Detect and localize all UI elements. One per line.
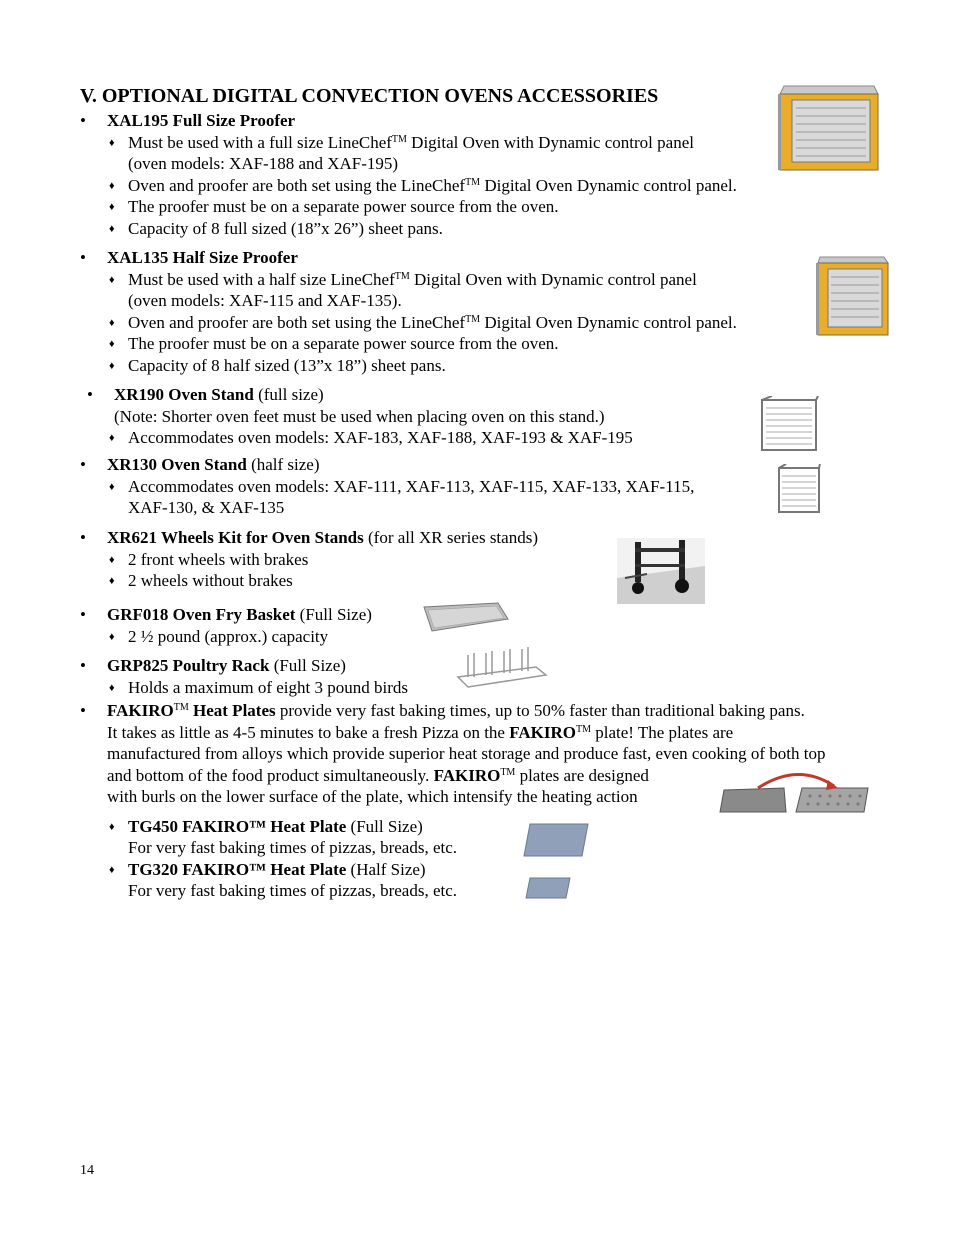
xal135-bullet-2: ♦ Oven and proofer are both set using the LineChef™ Digital Oven Dynamic control panel. bbox=[109, 312, 737, 332]
xr621-bullet-1: ♦ 2 front wheels with brakes bbox=[109, 549, 309, 569]
xr621-section bbox=[80, 527, 900, 592]
grf018-heading: • GRF018 Oven Fry Basket (Full Size) bbox=[80, 604, 900, 626]
page-number: 14 bbox=[80, 1163, 94, 1178]
xr130-bullet-1-cont: XAF-130, & XAF-135 bbox=[128, 498, 285, 517]
fry-basket-image bbox=[422, 601, 510, 635]
full-size-proofer-image bbox=[778, 82, 880, 172]
full-size-oven-stand-image bbox=[758, 396, 820, 454]
tg450-heading: ♦ TG450 FAKIRO™ Heat Plate (Full Size) bbox=[109, 816, 423, 836]
section-title: V. OPTIONAL DIGITAL CONVECTION OVENS ACCESSORIES bbox=[80, 85, 659, 107]
tg450-desc: For very fast baking times of pizzas, breads, etc. bbox=[128, 838, 458, 857]
xal195-bullet-4: ♦ Capacity of 8 full sized (18”x 26”) sheet pans. bbox=[109, 218, 443, 238]
xal195-heading: • XAL195 Full Size Proofer bbox=[80, 110, 900, 132]
tg450-plate-image bbox=[522, 822, 590, 858]
xal135-bullet-1-cont: (oven models: XAF-115 and XAF-135). bbox=[128, 291, 402, 310]
fakiro-line-5: with burls on the lower surface of the plate, which intensify the heating action bbox=[107, 787, 638, 806]
xal135-heading: • XAL135 Half Size Proofer bbox=[80, 247, 900, 269]
xal135-bullet-4: ♦ Capacity of 8 half sized (13”x 18”) sheet pans. bbox=[109, 355, 446, 375]
tg320-plate-image bbox=[524, 876, 572, 900]
half-size-oven-stand-image bbox=[776, 464, 822, 516]
xr621-heading: • XR621 Wheels Kit for Oven Stands (for all XR series stands) bbox=[80, 527, 900, 549]
half-size-proofer-image bbox=[816, 253, 890, 337]
xr190-bullet-1: ♦ Accommodates oven models: XAF-183, XAF-188, XAF-193 & XAF-195 bbox=[109, 428, 633, 447]
xr190-note: (Note: Shorter oven feet must be used when placing oven on this stand.) bbox=[114, 406, 605, 426]
xr130-bullet-1: ♦ Accommodates oven models: XAF-111, XAF-113, XAF-115, XAF-133, XAF-115, bbox=[109, 476, 695, 496]
xal135-bullet-3: ♦ The proofer must be on a separate power source from the oven. bbox=[109, 334, 559, 353]
xal195-bullet-1-cont: (oven models: XAF-188 and XAF-195) bbox=[128, 154, 399, 173]
fakiro-line-4: and bottom of the food product simultaneously. FAKIRO™ plates are designed bbox=[107, 765, 649, 785]
xal135-section bbox=[80, 247, 900, 376]
grp825-bullet-1: ♦ Holds a maximum of eight 3 pound birds bbox=[109, 677, 409, 697]
grf018-bullet-1: ♦ 2 ½ pound (approx.) capacity bbox=[109, 626, 329, 646]
poultry-rack-image bbox=[456, 647, 548, 691]
xal195-bullet-2: ♦ Oven and proofer are both set using the LineChef™ Digital Oven Dynamic control panel. bbox=[109, 175, 737, 195]
fakiro-line-2: It takes as little as 4-5 minutes to bake a fresh Pizza on the FAKIRO™ plate! The plates are bbox=[107, 722, 734, 742]
xal195-section bbox=[80, 110, 900, 239]
xal195-bullet-1: ♦ Must be used with a full size LineChef™ Digital Oven with Dynamic control panel bbox=[109, 132, 694, 152]
fakiro-paragraph: • FAKIRO™ Heat Plates provide very fast baking times, up to 50% faster than traditional baking pans. bbox=[80, 700, 900, 722]
xal195-bullet-3: ♦ The proofer must be on a separate power source from the oven. bbox=[109, 197, 559, 216]
wheels-kit-image bbox=[617, 538, 705, 604]
xr621-bullet-2: ♦ 2 wheels without brakes bbox=[109, 571, 293, 590]
tg320-desc: For very fast baking times of pizzas, breads, etc. bbox=[128, 881, 458, 900]
xr130-heading: • XR130 Oven Stand (half size) bbox=[80, 454, 900, 476]
tg320-heading: ♦ TG320 FAKIRO™ Heat Plate (Half Size) bbox=[109, 859, 426, 879]
grp825-heading: • GRP825 Poultry Rack (Full Size) bbox=[80, 655, 900, 677]
fakiro-line-3: manufactured from alloys which provide superior heat storage and produce fast, even cooking of both top bbox=[107, 744, 826, 763]
xal135-bullet-1: ♦ Must be used with a half size LineChef™ Digital Oven with Dynamic control panel bbox=[109, 269, 697, 289]
fakiro-plates-image bbox=[718, 768, 870, 814]
xr190-heading: • XR190 Oven Stand (full size) bbox=[80, 384, 900, 406]
